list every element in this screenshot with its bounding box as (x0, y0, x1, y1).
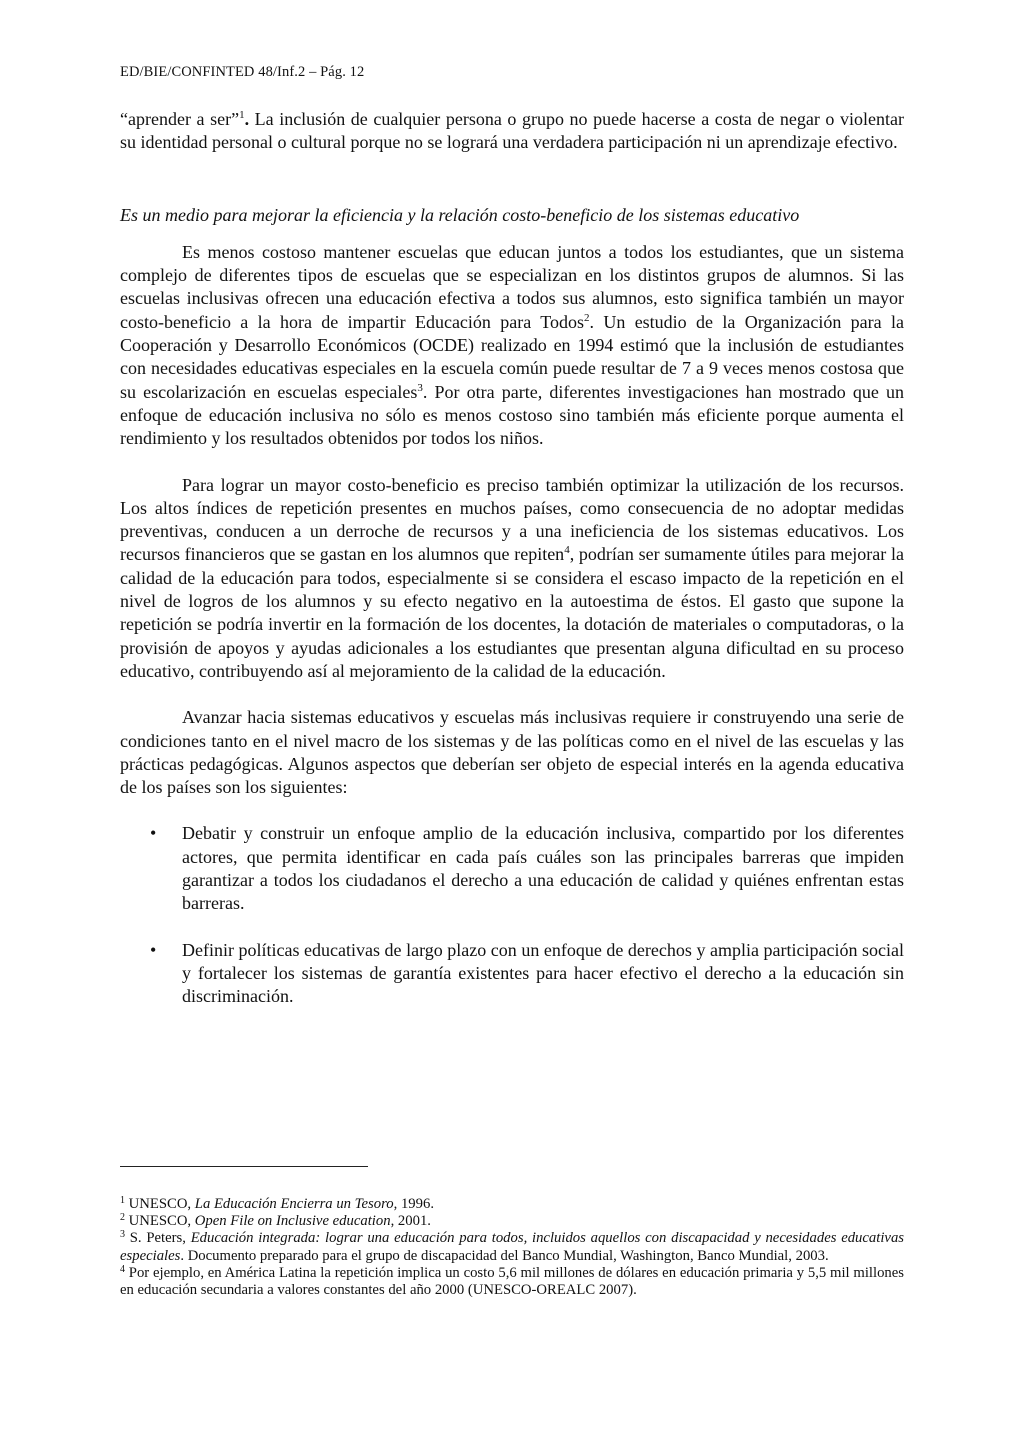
footnote-ref-3[interactable]: 3 (417, 381, 423, 394)
section-heading: Es un medio para mejorar la eficiencia y la relación costo-beneficio de los sistemas educativo (120, 204, 800, 225)
footnote-title: Open File on Inclusive education (194, 1213, 391, 1230)
footnote-text: UNESCO, (125, 1196, 195, 1212)
intro-open: “aprender a ser” (120, 109, 240, 129)
bullet-marker: • (150, 823, 157, 844)
paragraph-cost (120, 241, 904, 451)
footnote (120, 1196, 904, 1213)
footnote-ref-2[interactable]: 2 (584, 311, 590, 324)
footnote-number: 2 (120, 1212, 125, 1224)
paragraph-cost-a: Es menos costoso mantener escuelas que educan juntos a todos los estudiantes, que un sistema complejo de diferentes tipos de escuelas que se especializan en los distintos grupos de alumnos. Si las escuelas inclusivas ofrecen una educación efectiva a todos sus alumnos, esto significa también un mayor costo-beneficio a la hora de impartir Educación para Todos (120, 241, 904, 332)
running-header: ED/BIE/CONFINTED 48/Inf.2 – Pág. 12 (120, 64, 365, 80)
paragraph-resources-a: Para lograr un mayor costo-beneficio es preciso también optimizar la utilización de los recursos. Los altos índices de repetición presentes en muchos países, como consecuencia de no adoptar medidas preventivas, conducen a un derroche de recursos y a una ineficiencia de los sistemas educativos. Los recursos financieros que se gastan en los alumnos que repiten (120, 474, 904, 565)
footnote-title: Educación integrada: lograr una educación para todos, incluidos aquellos con discapacidad y necesidades educativas especiales (120, 1230, 904, 1264)
footnote-ref-4[interactable]: 4 (564, 544, 570, 557)
footnotes (120, 1196, 904, 1299)
paragraph-cost-b: . Un estudio de la Organización para la Cooperación y Desarrollo Económicos (OCDE) realizado en 1994 estimó que la inclusión de estudiantes con necesidades educativas especiales en la escuela común puede resultar de 7 a 9 veces menos costosa que su escolarización en escuelas especiales (120, 311, 904, 402)
body-text (120, 108, 904, 1032)
intro-rest: La inclusión de cualquier persona o grupo no puede hacerse a costa de negar o violentar su identidad personal o cultural porque no se logrará una verdadera participación ni un aprendizaje efectivo. (120, 109, 904, 153)
list-item-text: Debatir y construir un enfoque amplio de la educación inclusiva, compartido por los diferentes actores, que permita identificar en cada país cuáles son las principales barreras que impiden garantizar a todos los ciudadanos el derecho a una educación de calidad y quiénes enfrentan estas barreras. (182, 823, 904, 914)
footnote-ref-1[interactable]: 1 (239, 109, 245, 121)
intro-paragraph (120, 108, 904, 155)
footnote-text: S. Peters, (125, 1230, 191, 1247)
footnote-text: Por ejemplo, en América Latina la repetición implica un costo 5,6 mil millones de dólares en educación primaria y 5,5 mil millones en educación secundaria a valores constantes del año 2000 (UNESCO-OREALC 2007). (120, 1264, 904, 1299)
footnote-text: , 2001. (390, 1213, 431, 1230)
footnote-separator (120, 1166, 368, 1167)
footnote (120, 1265, 904, 1299)
footnote (120, 1213, 904, 1230)
footnote-number: 4 (120, 1263, 125, 1275)
list-item (120, 939, 904, 1009)
footnote-number: 1 (120, 1195, 125, 1206)
footnote-text: . Documento preparado para el grupo de discapacidad del Banco Mundial, Washington, Banco Mundial, 2003. (180, 1247, 829, 1264)
paragraph-cost-c: . Por otra parte, diferentes investigaciones han mostrado que un enfoque de educación inclusiva no sólo es menos costoso sino también más eficiente porque aumenta el rendimiento y los resultados obtenidos por todos los niños. (120, 381, 904, 449)
footnote-text: UNESCO, (125, 1213, 195, 1230)
footnote (120, 1230, 904, 1264)
paragraph-resources-b: , podrían ser sumamente útiles para mejorar la calidad de la educación para todos, especialmente si se considera el escaso impacto de la repetición en el nivel de logros de los alumnos y su efecto negativo en la autoestima de éstos. El gasto que supone la repetición se podría invertir en la formación de los docentes, la dotación de materiales o computadoras, o la provisión de apoyos y ayudas adicionales a los estudiantes que presentan alguna dificultad en su proceso educativo, contribuyendo así al mejoramiento de la calidad de la educación. (120, 544, 904, 681)
footnote-title: La Educación Encierra un Tesoro (194, 1196, 394, 1212)
footnote-text: , 1996. (393, 1196, 434, 1212)
bullet-marker: • (150, 939, 157, 960)
list-item (120, 822, 904, 915)
list-item-text: Definir políticas educativas de largo plazo con un enfoque de derechos y amplia participación social y fortalecer los sistemas de garantía existentes para hacer efectivo el derecho a la educación sin discriminación. (182, 939, 904, 1007)
footnote-number: 3 (120, 1229, 125, 1241)
paragraph-resources (120, 474, 904, 684)
intro-dot: . (244, 109, 250, 129)
bullet-list (120, 822, 904, 1008)
paragraph-advance: Avanzar hacia sistemas educativos y escuelas más inclusivas requiere ir construyendo una serie de condiciones tanto en el nivel macro de los sistemas y de las políticas como en el nivel de las escuelas y las prácticas pedagógicas. Algunos aspectos que deberían ser objeto de especial interés en la agenda educativa de los países son los siguientes: (120, 707, 904, 798)
